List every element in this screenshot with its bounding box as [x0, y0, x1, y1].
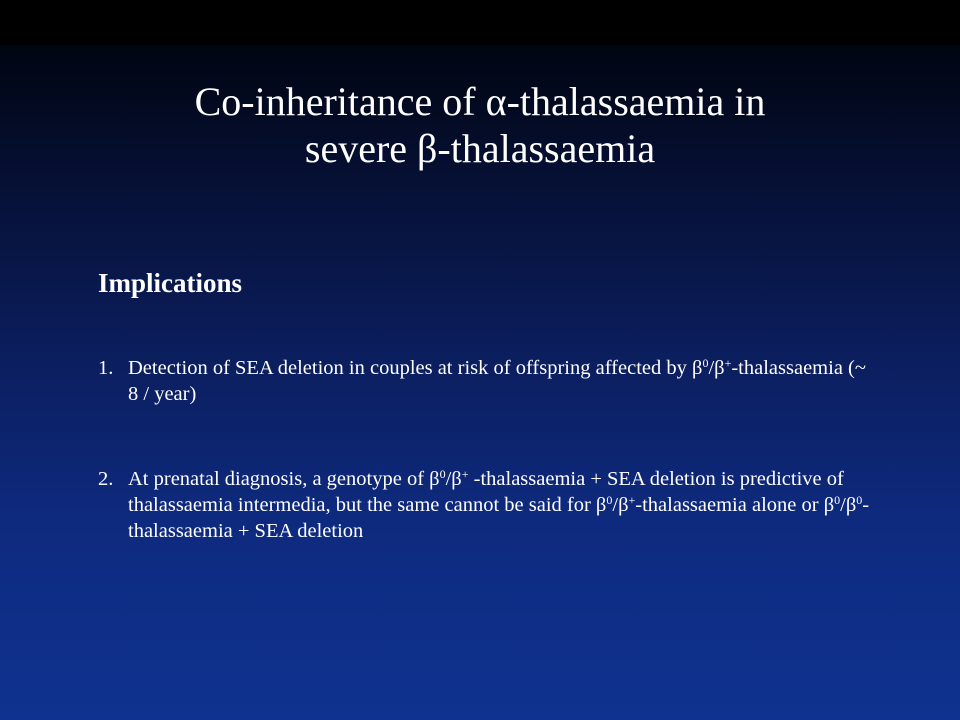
alpha-symbol: α	[485, 79, 507, 124]
title-line-2: severe β-thalassaemia	[304, 126, 656, 171]
list-item-text: At prenatal diagnosis, a genotype of $\beta^0/\beta^+$ -thalassaemia + SEA deletion is predictive of thalassaemia intermedia, but the same cannot be said for $\beta^0/\beta^+$-thalassaemia alone or $\beta^0/\beta^0$-thalassaemia + SEA deletion	[128, 467, 870, 542]
slide	[0, 45, 960, 720]
slide-title	[0, 78, 960, 172]
list-item-number: 2.	[98, 468, 114, 490]
list-item-2	[98, 466, 878, 544]
title-line-1: Co-inheritance of α-thalassaemia in	[194, 79, 766, 124]
section-heading: Implications	[98, 268, 243, 298]
list-item-1	[98, 355, 878, 407]
list-item-number: 1.	[98, 357, 114, 379]
beta-symbol: β	[417, 126, 438, 171]
list-item-text: Detection of SEA deletion in couples at risk of offspring affected by $\beta^0/\beta^+$-thalassaemia (~ 8 / year)	[128, 356, 866, 405]
